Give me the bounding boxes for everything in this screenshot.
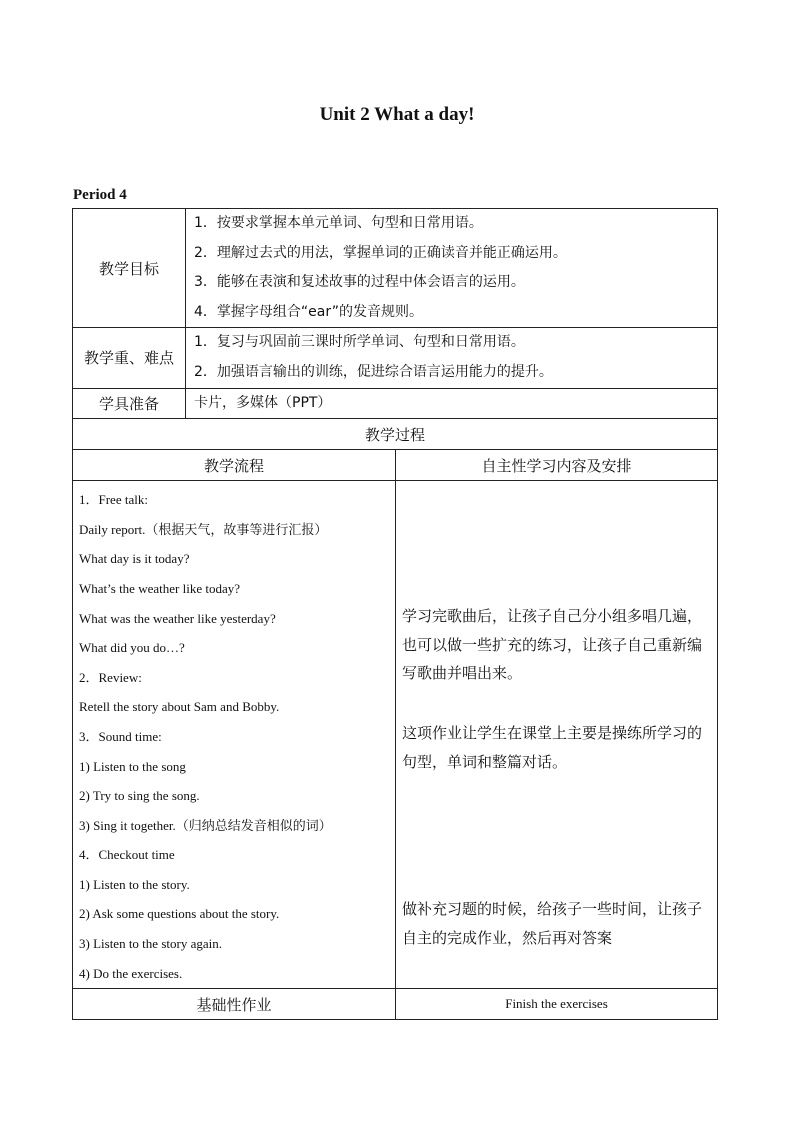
flow-step: What day is it today? (79, 551, 190, 567)
lesson-plan-table (72, 208, 718, 1020)
homework-label: 基础性作业 (73, 989, 396, 1020)
flow-step: Retell the story about Sam and Bobby. (79, 699, 280, 715)
flow-step: 3．Sound time: (79, 728, 162, 744)
process-header: 教学过程 (73, 419, 718, 450)
flow-step: 4) Do the exercises. (79, 965, 183, 981)
flow-column-header: 教学流程 (73, 450, 396, 481)
key-points-label: 教学重、难点 (73, 328, 186, 388)
page-title: Unit 2 What a day! (319, 104, 475, 125)
flow-step: 1) Listen to the song (79, 758, 186, 774)
process-header-row (73, 419, 718, 450)
materials-value: 卡片，多媒体（PPT） (194, 394, 332, 411)
flow-step: 3) Listen to the story again. (79, 936, 222, 952)
objective-item: 1．按要求掌握本单元单词、句型和日常用语。 (194, 215, 483, 231)
objectives-label: 教学目标 (73, 209, 186, 328)
materials-row (73, 388, 718, 419)
notes-column (396, 481, 718, 989)
flow-steps (73, 481, 396, 989)
flow-step: What was the weather like yesterday? (79, 610, 276, 626)
note-text: 这项作业让学生在课堂上主要是操练所学习的句型，单词和整篇对话。 (402, 724, 703, 771)
flow-step: 2) Try to sing the song. (79, 788, 200, 804)
flow-step: What’s the weather like today? (79, 580, 240, 596)
flow-step: 1) Listen to the story. (79, 876, 190, 892)
flow-step: 1．Free talk: (79, 492, 148, 508)
key-points-row (73, 328, 718, 388)
homework-value: Finish the exercises (396, 989, 718, 1020)
flow-step: Daily report.（根据天气，故事等进行汇报） (79, 521, 328, 537)
materials-label: 学具准备 (73, 388, 186, 419)
objective-item: 3．能够在表演和复述故事的过程中体会语言的运用。 (194, 274, 525, 291)
notes-column-header: 自主性学习内容及安排 (396, 450, 718, 481)
objectives-row (73, 209, 718, 328)
objectives-content (186, 209, 718, 328)
flow-step: 3) Sing it together.（归纳总结发音相似的词） (79, 817, 332, 833)
flow-step: 2．Review: (79, 669, 142, 685)
flow-step: 4．Checkout time (79, 847, 175, 863)
note-text: 做补充习题的时候，给孩子一些时间，让孩子自主的完成作业，然后再对答案 (402, 900, 703, 947)
objective-item: 4．掌握字母组合“ear”的发音规则。 (194, 303, 423, 320)
column-header-row (73, 450, 718, 481)
note-text: 学习完歌曲后，让孩子自己分小组多唱几遍，也可以做一些扩充的练习，让孩子自己重新编写歌曲并唱出来。 (402, 607, 703, 683)
key-points-content (186, 328, 718, 388)
objective-item: 2．理解过去式的用法，掌握单词的正确读音并能正确运用。 (194, 244, 567, 261)
materials-content (186, 388, 718, 419)
key-point-item: 1．复习与巩固前三课时所学单词、句型和日常用语。 (194, 334, 525, 351)
process-body-row (73, 481, 718, 989)
flow-step: What did you do…? (79, 640, 185, 656)
key-point-item: 2．加强语言输出的训练，促进综合语言运用能力的提升。 (194, 363, 553, 380)
period-label: Period 4 (73, 187, 127, 203)
homework-row (73, 989, 718, 1020)
flow-step: 2) Ask some questions about the story. (79, 906, 280, 922)
